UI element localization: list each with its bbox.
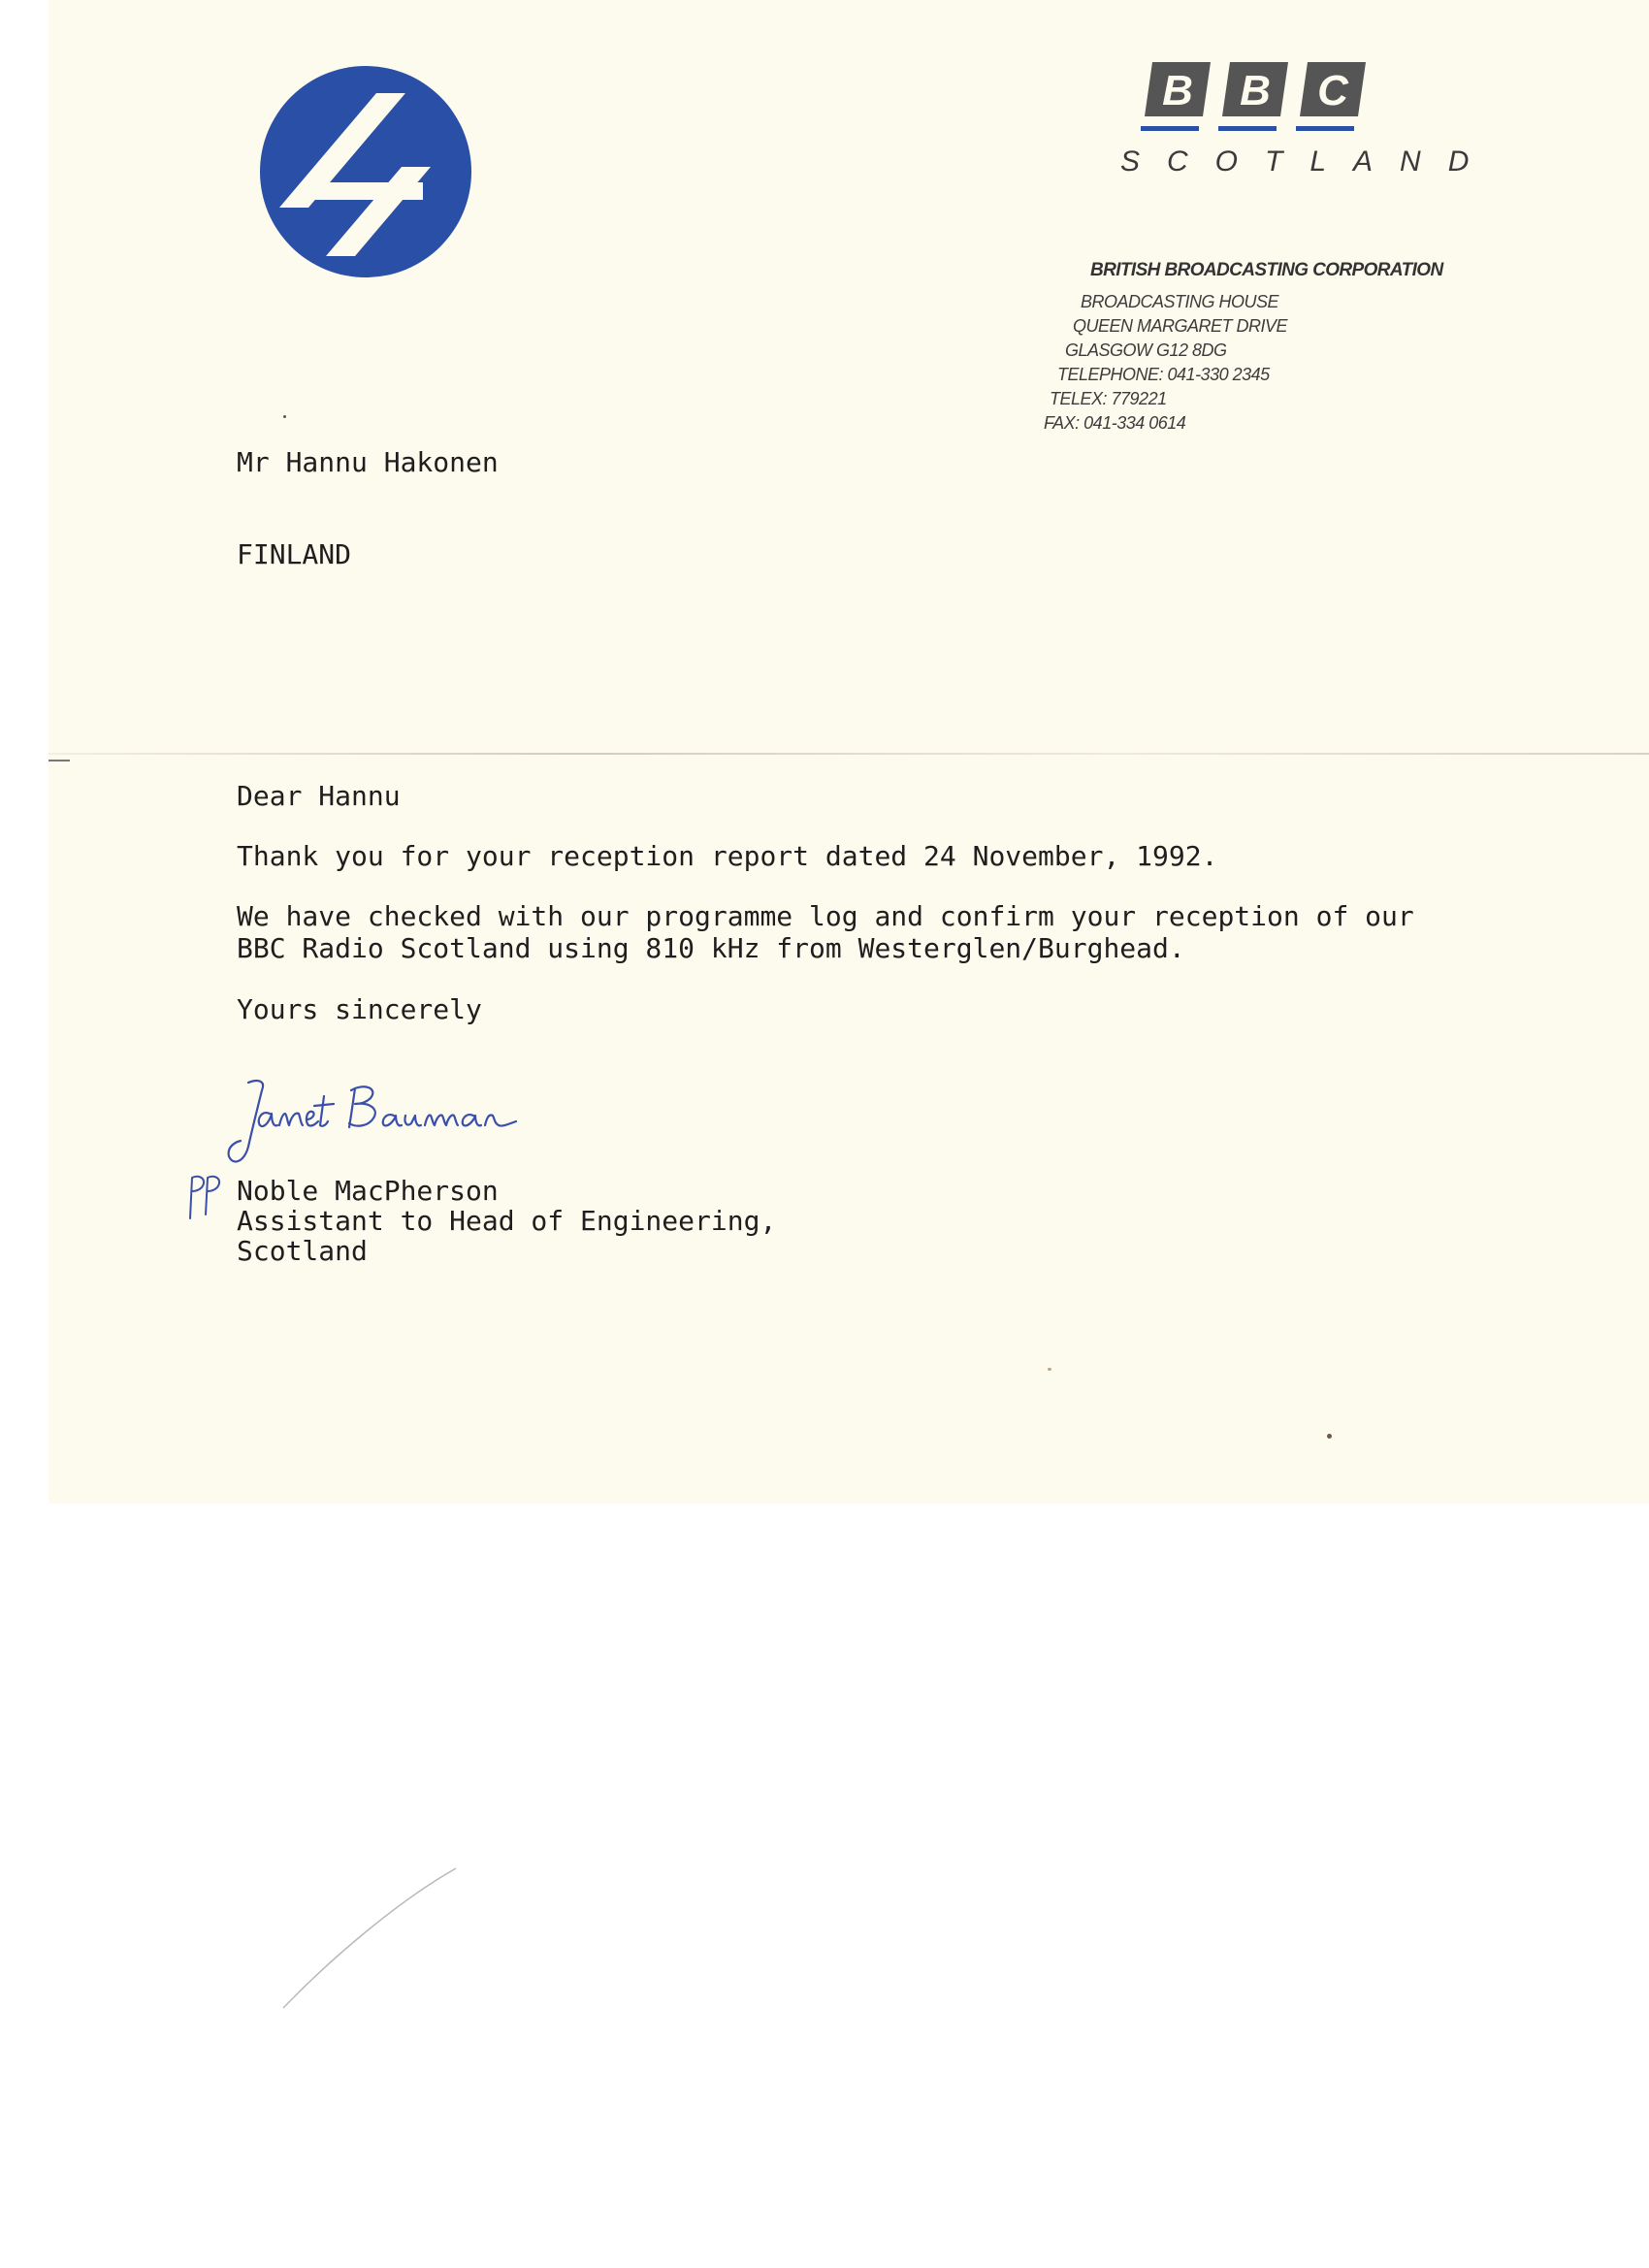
bbc-logo [1141,62,1368,140]
bbc-scotland-emblem [260,66,471,277]
paper-speck [1048,1368,1051,1371]
signatory-name: Noble MacPherson [237,1175,499,1207]
fold-mark [48,760,70,761]
pp-handwritten-mark [182,1172,225,1222]
fax-line: FAX: 041-334 0614 [1044,413,1186,433]
salutation: Dear Hannu [237,780,401,812]
signatory-title: Assistant to Head of Engineering, [237,1205,777,1237]
handwritten-signature [219,1067,539,1174]
closing: Yours sincerely [237,993,482,1025]
paragraph-confirm-line-1: We have checked with our programme log and confirm your reception of our [237,900,1414,932]
bbc-letter-2: B [1240,67,1271,114]
paper-speck [283,415,286,418]
address-line-2: QUEEN MARGARET DRIVE [1073,316,1288,336]
recipient-country: FINLAND [237,538,352,570]
signatory-region: Scotland [237,1235,368,1267]
scan-artifact-line [272,1863,466,2018]
telex-line: TELEX: 779221 [1050,389,1167,408]
corporation-name: BRITISH BROADCASTING CORPORATION [1090,260,1443,280]
bbc-letter-1: B [1162,67,1193,114]
region-wordmark: SCOTLAND [1120,146,1497,178]
paragraph-thanks: Thank you for your reception report dated 24 November, 1992. [237,840,1218,872]
telephone-line: TELEPHONE: 041-330 2345 [1057,365,1270,384]
bbc-letter-3: C [1317,67,1348,114]
paragraph-confirm-line-2: BBC Radio Scotland using 810 kHz from Westerglen/Burghead. [237,932,1185,964]
paper-fold-line [48,753,1649,755]
paper-speck [1327,1434,1332,1439]
recipient-name: Mr Hannu Hakonen [237,446,499,478]
address-line-1: BROADCASTING HOUSE [1081,292,1279,311]
address-line-3: GLASGOW G12 8DG [1065,340,1227,360]
scan-margin [0,0,48,1504]
